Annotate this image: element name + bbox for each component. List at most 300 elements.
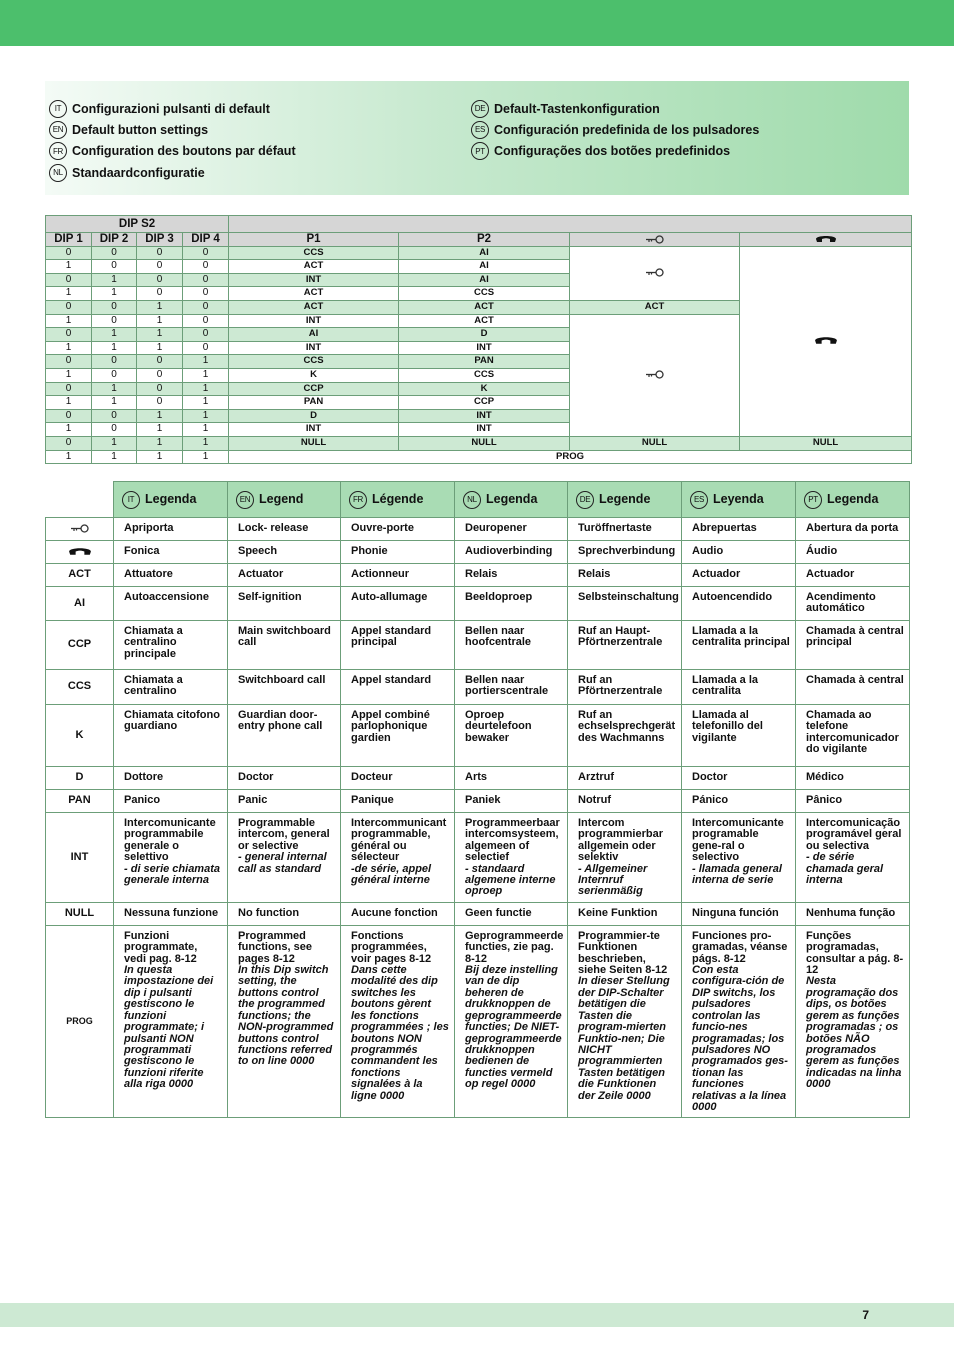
legend-header-text: Leyenda — [713, 491, 764, 506]
title-box — [45, 81, 909, 195]
dip-value: 0 — [46, 436, 92, 450]
p2-value: K — [399, 382, 570, 396]
lock-release-icon — [645, 370, 665, 379]
legend-header-text: Legende — [599, 491, 651, 506]
dip-value: 1 — [183, 450, 229, 464]
col-dip2: DIP 2 — [92, 233, 137, 247]
dip-row — [46, 450, 912, 464]
dip-value: 1 — [46, 341, 92, 355]
p2-value: CCP — [399, 396, 570, 410]
p1-value: ACT — [229, 260, 399, 274]
legend-row-act — [46, 564, 910, 587]
dip-value: 0 — [92, 355, 137, 369]
dip-value: 1 — [92, 328, 137, 342]
dip-value: 1 — [137, 423, 183, 437]
legend-cell: Acendimento automático — [796, 587, 910, 621]
legend-cell: Appel standard principal — [341, 621, 455, 670]
legend-cell: Actuador — [682, 564, 796, 587]
legend-key: CCP — [46, 621, 114, 670]
legend-key: CCS — [46, 670, 114, 705]
legend-cell: Appel standard — [341, 670, 455, 705]
legend-cell-main: Fonctions programmées, voir pages 8-12 — [351, 929, 432, 965]
legend-cell: Phonie — [341, 541, 455, 564]
legend-header — [341, 482, 455, 518]
legend-header-text: Legend — [259, 491, 304, 506]
dip-value: 1 — [92, 396, 137, 410]
p1-value: INT — [229, 273, 399, 287]
legend-cell: Chamada ao telefone intercomunicador do vigilante — [796, 705, 910, 767]
dip-value: 0 — [92, 246, 137, 260]
dip-value: 0 — [183, 341, 229, 355]
dip-value: 1 — [183, 355, 229, 369]
col-lock — [570, 233, 740, 247]
title-text: Configurazioni pulsanti di default — [72, 101, 270, 116]
dip-group-header-row — [46, 216, 912, 233]
dip-value: 1 — [137, 450, 183, 464]
legend-cell: Main switchboard call — [228, 621, 341, 670]
dip-value: 1 — [183, 382, 229, 396]
legend-key: PAN — [46, 790, 114, 813]
legend-cell-note: Bij deze instelling van de dip beheren de drukknoppen de geprogrammeerde functies; De NIET-geprogrammeerde drukknoppen bedienen de functies vermeld op regel 0000 — [465, 964, 562, 1091]
p2-value: AI — [399, 273, 570, 287]
legend-cell: Actionneur — [341, 564, 455, 587]
legend-cell: Audio — [682, 541, 796, 564]
legend-cell — [682, 925, 796, 1118]
legend-cell: Keine Funktion — [568, 902, 682, 925]
legend-cell: Geen functie — [455, 902, 568, 925]
legend-cell: Oproep deurtelefoon bewaker — [455, 705, 568, 767]
lock-cell — [570, 314, 740, 436]
p2-value: CCS — [399, 368, 570, 382]
dip-value: 1 — [46, 423, 92, 437]
legend-header — [568, 482, 682, 518]
legend-cell-main: Funções programadas, consultar a pág. 8-12 — [806, 929, 904, 977]
col-dip4: DIP 4 — [183, 233, 229, 247]
p2-value: PAN — [399, 355, 570, 369]
legend-cell-note: - general internal call as standard — [238, 851, 327, 875]
title-line-de — [471, 98, 759, 119]
col-p1: P1 — [229, 233, 399, 247]
dip-value: 1 — [92, 341, 137, 355]
legend-key: NULL — [46, 902, 114, 925]
lang-code-badge: PT — [471, 142, 489, 160]
legend-key: PROG — [46, 925, 114, 1118]
legend-header-text: Legenda — [827, 491, 879, 506]
lock-release-icon — [69, 524, 91, 533]
dip-value: 0 — [137, 396, 183, 410]
p1-value: ACT — [229, 287, 399, 301]
legend-cell: Médico — [796, 767, 910, 790]
legend-header-text: Legenda — [145, 491, 197, 506]
dip-row — [46, 246, 912, 260]
p2-value: ACT — [399, 300, 570, 314]
dip-column-header-row — [46, 233, 912, 247]
dip-value: 0 — [92, 368, 137, 382]
legend-cell — [455, 925, 568, 1118]
p2-value: D — [399, 328, 570, 342]
title-line-nl — [49, 162, 296, 183]
dip-row — [46, 436, 912, 450]
legend-cell-main: Geprogrammeerde functies, zie pag. 8-12 — [465, 929, 564, 965]
legend-cell-note: Dans cette modalité des dip switches les boutons gèrent les fonctions programmées ; les boutons NON programmés commandent les fonctions signalées à la ligne 0000 — [351, 964, 449, 1102]
dip-value: 1 — [46, 396, 92, 410]
title-column-left — [49, 98, 296, 183]
legend-cell — [796, 813, 910, 903]
legend-cell: Sprechverbindung — [568, 541, 682, 564]
p1-value: INT — [229, 314, 399, 328]
legend-cell: Lock- release — [228, 518, 341, 541]
dip-value: 1 — [183, 396, 229, 410]
dip-value: 1 — [137, 436, 183, 450]
legend-cell: Bellen naar hoofcentrale — [455, 621, 568, 670]
title-text: Standaardconfiguratie — [72, 165, 205, 180]
p2-value: AI — [399, 260, 570, 274]
legend-cell — [682, 813, 796, 903]
legend-cell-main: Intercomunicação programável geral ou selectiva — [806, 817, 902, 852]
legend-cell-note: - standaard algemene interne oproep — [465, 862, 556, 898]
title-line-pt — [471, 141, 759, 162]
lock-act-cell: ACT — [570, 300, 740, 314]
p2-value: AI — [399, 246, 570, 260]
legend-cell-note: -de série, appel général interne — [351, 862, 432, 887]
dip-value: 0 — [92, 314, 137, 328]
legend-header-text: Légende — [372, 491, 424, 506]
legend-cell: Auto-allumage — [341, 587, 455, 621]
dip-value: 1 — [46, 450, 92, 464]
legend-cell — [341, 925, 455, 1118]
p2-value: INT — [399, 409, 570, 423]
legend-cell: Selbsteinschaltung — [568, 587, 682, 621]
legend-key — [46, 518, 114, 541]
legend-key: INT — [46, 813, 114, 903]
dip-value: 1 — [46, 260, 92, 274]
p1-value: INT — [229, 423, 399, 437]
dip-value: 0 — [46, 328, 92, 342]
dip-value: 0 — [92, 409, 137, 423]
legend-cell — [114, 813, 228, 903]
legend-cell: Llamada a la centralita — [682, 670, 796, 705]
legend-table-body — [46, 482, 910, 1118]
legend-cell — [228, 813, 341, 903]
legend-row-null — [46, 902, 910, 925]
legend-cell: Deuropener — [455, 518, 568, 541]
legend-cell: Nessuna funzione — [114, 902, 228, 925]
col-dip3: DIP 3 — [137, 233, 183, 247]
legend-cell — [341, 813, 455, 903]
legend-header-text: Legenda — [486, 491, 538, 506]
p1-value: AI — [229, 328, 399, 342]
legend-cell: Actuador — [796, 564, 910, 587]
legend-key: AI — [46, 587, 114, 621]
lock-release-icon — [645, 268, 665, 277]
handset-icon — [68, 546, 92, 557]
dip-group-header: DIP S2 — [46, 216, 229, 233]
legend-cell-note: Nesta programação dos dips, os botões gerem as funções programadas ; os botões NÃO programados gerem as funções indicadas na linha 0000 — [806, 975, 902, 1091]
function-header-blank — [229, 216, 912, 233]
legend-cell: Paniek — [455, 790, 568, 813]
dip-value: 0 — [137, 382, 183, 396]
legend-cell: Arztruf — [568, 767, 682, 790]
legend-cell-main: Programmed functions, see pages 8-12 — [238, 929, 312, 965]
dip-value: 1 — [183, 423, 229, 437]
dip-value: 1 — [92, 382, 137, 396]
legend-row-ccs — [46, 670, 910, 705]
legend-cell-note: In questa impostazione dei dip i pulsanti gestiscono le funzioni programmate; i pulsanti NON programmati gestiscono le funzioni riferite alla riga 0000 — [124, 964, 214, 1091]
legend-cell: Relais — [455, 564, 568, 587]
legend-cell: Chiamata citofono guardiano — [114, 705, 228, 767]
legend-cell: Autoaccensione — [114, 587, 228, 621]
dip-value: 0 — [46, 273, 92, 287]
title-text: Default-Tastenkonfiguration — [494, 101, 660, 116]
legend-header — [682, 482, 796, 518]
lang-code-badge: FR — [349, 491, 367, 509]
dip-value: 1 — [92, 436, 137, 450]
dip-value: 0 — [46, 382, 92, 396]
legend-header-row — [46, 482, 910, 518]
legend-cell: Speech — [228, 541, 341, 564]
legend-cell: Aucune fonction — [341, 902, 455, 925]
dip-value: 0 — [46, 300, 92, 314]
title-text: Configurações dos botões predefinidos — [494, 144, 731, 159]
legend-cell: Guardian door-entry phone call — [228, 705, 341, 767]
legend-cell: Apriporta — [114, 518, 228, 541]
dip-value: 1 — [46, 368, 92, 382]
dip-value: 0 — [46, 409, 92, 423]
legend-cell-main: Programmable intercom, general or selective — [238, 817, 330, 852]
legend-row-ccp — [46, 621, 910, 670]
title-line-it — [49, 98, 296, 119]
legend-cell: Pánico — [682, 790, 796, 813]
legend-cell: Appel combiné parlophonique gardien — [341, 705, 455, 767]
lang-code-badge: ES — [471, 121, 489, 139]
legend-cell-note: In this Dip switch setting, the buttons control the programmed functions; the NON-programmed buttons control functions referred to on line 0000 — [238, 964, 334, 1068]
dip-value: 1 — [92, 450, 137, 464]
p1-value: INT — [229, 341, 399, 355]
legend-cell-main: Intercom programmierbar allgemein oder selektiv — [578, 817, 663, 864]
dip-value: 0 — [183, 314, 229, 328]
handset-icon — [815, 234, 837, 244]
legend-cell: Relais — [568, 564, 682, 587]
legend-cell: Abrepuertas — [682, 518, 796, 541]
dip-value: 1 — [92, 273, 137, 287]
dip-value: 1 — [137, 314, 183, 328]
prog-cell: PROG — [229, 450, 912, 464]
dip-value: 0 — [183, 246, 229, 260]
p2-value: CCS — [399, 287, 570, 301]
legend-cell: Chiamata a centralino — [114, 670, 228, 705]
title-line-en — [49, 119, 296, 140]
legend-cell-note: In dieser Stellung der DIP-Schalter betätigen die Tasten die program-mierten Funktio-nen; Die NICHT programmierten Tasten betätigen die Funktionen der Zeile 0000 — [578, 975, 670, 1102]
lang-code-badge: FR — [49, 142, 67, 160]
legend-cell-note: - di serie chiamata generale interna — [124, 862, 220, 887]
legend-header — [228, 482, 341, 518]
handset-icon — [814, 335, 838, 346]
legend-cell: Chamada à central principal — [796, 621, 910, 670]
p2-value: INT — [399, 423, 570, 437]
legend-cell: Panique — [341, 790, 455, 813]
legend-cell: Chiamata a centralino principale — [114, 621, 228, 670]
p1-value: CCP — [229, 382, 399, 396]
lang-code-badge: DE — [576, 491, 594, 509]
lang-code-badge: PT — [804, 491, 822, 509]
dip-value: 1 — [137, 409, 183, 423]
dip-value: 1 — [137, 328, 183, 342]
legend-cell: Arts — [455, 767, 568, 790]
dip-value: 0 — [137, 273, 183, 287]
legend-row-pan — [46, 790, 910, 813]
legend-cell: Audioverbinding — [455, 541, 568, 564]
legend-cell: Áudio — [796, 541, 910, 564]
title-column-right — [471, 98, 759, 162]
p2-value: INT — [399, 341, 570, 355]
legend-cell: Llamada a la centralita principal — [682, 621, 796, 670]
legend-cell — [228, 925, 341, 1118]
dip-value: 0 — [137, 368, 183, 382]
handset-cell — [740, 246, 912, 436]
legend-row-k — [46, 705, 910, 767]
p1-value: PAN — [229, 396, 399, 410]
top-color-bar — [0, 0, 954, 46]
dip-value: 0 — [46, 246, 92, 260]
dip-value: 1 — [183, 436, 229, 450]
lang-code-badge: IT — [49, 100, 67, 118]
lock-release-icon — [645, 235, 665, 244]
title-line-fr — [49, 141, 296, 162]
lang-code-badge: DE — [471, 100, 489, 118]
lang-code-badge: EN — [49, 121, 67, 139]
dip-table-body — [46, 246, 912, 464]
legend-cell: No function — [228, 902, 341, 925]
legend-cell-main: Programmeerbaar intercomsysteem, algemeen of selectief — [465, 817, 560, 864]
legend-cell: Llamada al telefonillo del vigilante — [682, 705, 796, 767]
legend-cell: Fonica — [114, 541, 228, 564]
legend-cell-note: - Allgemeiner Internruf serienmäßig — [578, 862, 648, 898]
dip-value: 0 — [92, 260, 137, 274]
col-p2: P2 — [399, 233, 570, 247]
dip-value: 1 — [137, 300, 183, 314]
lock-null-cell: NULL — [570, 436, 740, 450]
legend-cell: Doctor — [682, 767, 796, 790]
legend-cell: Autoencendido — [682, 587, 796, 621]
dip-value: 1 — [92, 287, 137, 301]
lang-code-badge: NL — [49, 164, 67, 182]
dip-value: 1 — [183, 368, 229, 382]
p1-value: CCS — [229, 355, 399, 369]
title-text: Configuración predefinida de los pulsadores — [494, 122, 760, 137]
handset-null-cell: NULL — [740, 436, 912, 450]
legend-cell: Switchboard call — [228, 670, 341, 705]
dip-value: 0 — [137, 355, 183, 369]
legend-cell-main: Intercomunicante programmabile generale o selettivo — [124, 817, 216, 864]
p2-value: NULL — [399, 436, 570, 450]
legend-cell: Turöffnertaste — [568, 518, 682, 541]
p1-value: CCS — [229, 246, 399, 260]
lock-cell — [570, 246, 740, 300]
legend-cell: Beeldoproep — [455, 587, 568, 621]
dip-value: 0 — [183, 273, 229, 287]
legend-cell: Notruf — [568, 790, 682, 813]
col-dip1: DIP 1 — [46, 233, 92, 247]
title-text: Configuration des boutons par défaut — [72, 144, 296, 159]
dip-switch-table — [45, 215, 912, 464]
dip-value: 1 — [46, 314, 92, 328]
legend-cell: Panico — [114, 790, 228, 813]
p1-value: NULL — [229, 436, 399, 450]
title-text: Default button settings — [72, 122, 209, 137]
legend-cell-main: Intercomunicante programable gene-ral o selectivo — [692, 817, 784, 864]
dip-value: 0 — [92, 423, 137, 437]
dip-value: 1 — [183, 409, 229, 423]
legend-cell: Docteur — [341, 767, 455, 790]
legend-row-ai — [46, 587, 910, 621]
lang-code-badge: ES — [690, 491, 708, 509]
p1-value: K — [229, 368, 399, 382]
legend-cell: Pânico — [796, 790, 910, 813]
title-line-es — [471, 119, 759, 140]
legend-key — [46, 541, 114, 564]
bottom-color-bar — [0, 1303, 954, 1327]
dip-value: 0 — [92, 300, 137, 314]
dip-value: 0 — [183, 300, 229, 314]
p2-value: ACT — [399, 314, 570, 328]
col-handset — [740, 233, 912, 247]
dip-value: 1 — [137, 341, 183, 355]
legend-cell-main: Funzioni programmate, vedi pag. 8-12 — [124, 929, 198, 965]
legend-cell: Ruf an Pförtnerzentrale — [568, 670, 682, 705]
legend-cell: Attuatore — [114, 564, 228, 587]
legend-row-int — [46, 813, 910, 903]
legend-key: K — [46, 705, 114, 767]
legend-header — [114, 482, 228, 518]
legend-key: D — [46, 767, 114, 790]
dip-value: 0 — [183, 260, 229, 274]
legend-table — [45, 481, 910, 1118]
legend-cell: Actuator — [228, 564, 341, 587]
legend-header-blank — [46, 482, 114, 518]
legend-cell: Ruf an echselsprechgerät des Wachmanns — [568, 705, 682, 767]
dip-value: 0 — [183, 328, 229, 342]
p1-value: ACT — [229, 300, 399, 314]
legend-cell: Ninguna función — [682, 902, 796, 925]
legend-cell-note: - de série chamada geral interna — [806, 851, 884, 887]
legend-cell: Doctor — [228, 767, 341, 790]
dip-value: 0 — [137, 246, 183, 260]
legend-cell: Abertura da porta — [796, 518, 910, 541]
p1-value: D — [229, 409, 399, 423]
legend-row-prog — [46, 925, 910, 1118]
legend-cell — [455, 813, 568, 903]
legend-cell-main: Funciones pro-gramadas, véanse págs. 8-12 — [692, 929, 788, 965]
dip-value: 0 — [137, 287, 183, 301]
legend-header — [455, 482, 568, 518]
legend-cell: Ruf an Haupt-Pförtnerzentrale — [568, 621, 682, 670]
legend-cell: Panic — [228, 790, 341, 813]
dip-value: 0 — [137, 260, 183, 274]
legend-cell: Self-ignition — [228, 587, 341, 621]
legend-key: ACT — [46, 564, 114, 587]
legend-header — [796, 482, 910, 518]
legend-cell-note: Con esta configura-ción de DIP switchs, los pulsadores controlan las funcio-nes programadas; los pulsadores NO programados ges-tionan las funciones relativas a la línea 0000 — [692, 964, 788, 1113]
legend-cell — [114, 925, 228, 1118]
dip-value: 0 — [46, 355, 92, 369]
dip-value: 0 — [183, 287, 229, 301]
legend-cell: Chamada à central — [796, 670, 910, 705]
legend-cell — [796, 925, 910, 1118]
lang-code-badge: IT — [122, 491, 140, 509]
legend-row-lock — [46, 518, 910, 541]
legend-row-speech — [46, 541, 910, 564]
page-number: 7 — [862, 1308, 869, 1322]
